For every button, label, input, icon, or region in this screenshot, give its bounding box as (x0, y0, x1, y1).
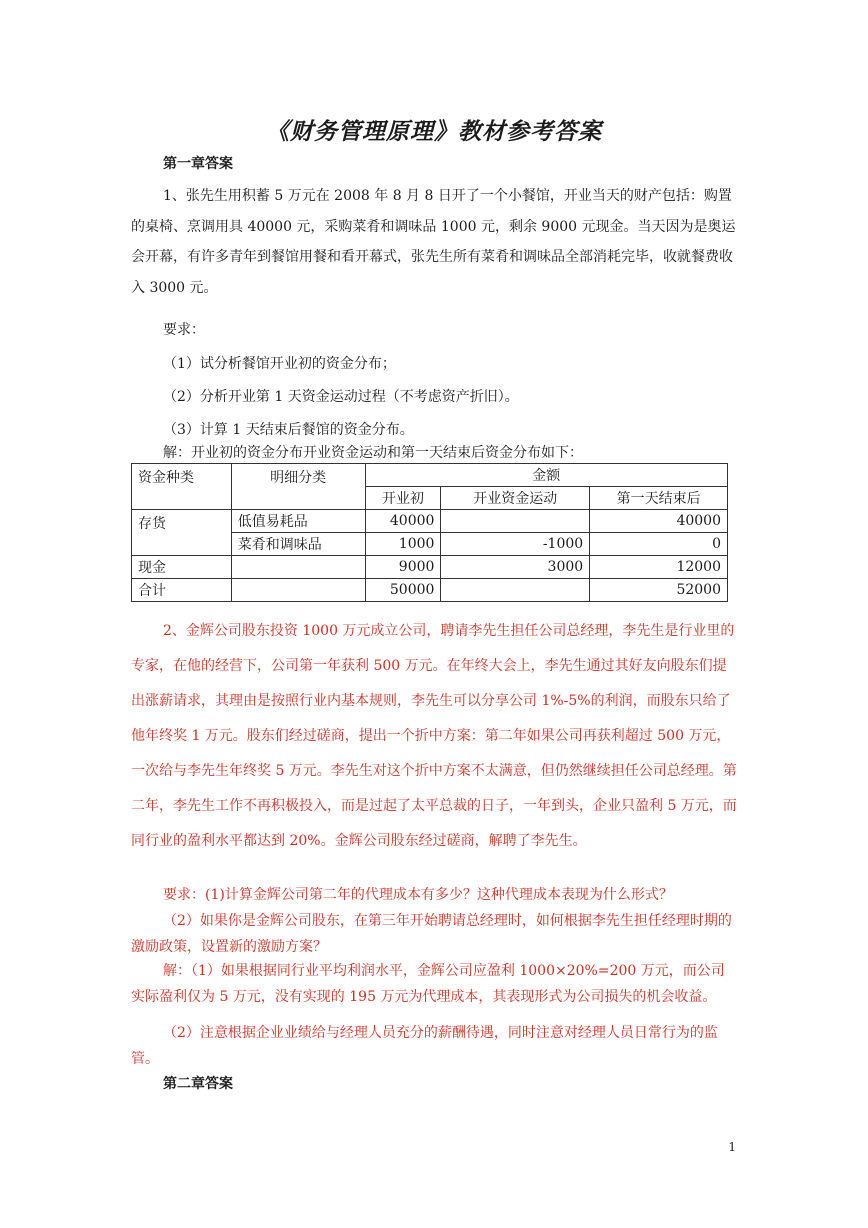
cell-food-open: 1000 (365, 533, 441, 556)
cell-inventory: 存货 (132, 510, 232, 556)
header-amount: 金额 (365, 464, 728, 487)
header-fund-type: 资金种类 (132, 464, 232, 510)
chapter-2-heading: 第二章答案 (163, 1076, 233, 1092)
question-1-requirement-3: （3）计算 1 天结束后餐馆的资金分布。 (163, 422, 414, 438)
cell-food-end: 0 (590, 533, 728, 556)
question-1-requirement-label: 要求： (163, 322, 205, 338)
cell-cash-detail (231, 556, 365, 579)
question-2-solution-2: （2）注意根据企业业绩给与经理人员充分的薪酬待遇，同时注意对经理人员日常行为的监管。 (131, 1025, 718, 1067)
cell-low-end: 40000 (590, 510, 728, 533)
cell-total-move (441, 579, 590, 602)
header-detail: 明细分类 (231, 464, 365, 510)
cell-total-open: 50000 (365, 579, 441, 602)
question-2-text: 2、金辉公司股东投资 1000 万元成立公司，聘请李先生担任公司总经理，李先生是行业里的专家，在他的经营下，公司第一年获利 500 万元。在年终大会上，李先生通过其好友向股东们提出涨薪请求，其理由是按照行业内基本规则，李先生可以分享公司 1%-5%的利润，而股东只给了他年终奖 1 万元。股东们经过磋商，提出一个折中方案：第二年如果公司再获利超过 500 万元，一次给与李先生年终奖 5 万元。李先生对这个折中方案不太满意，但仍然继续担任公司总经理。第二年，李先生工作不再积极投入，而是过起了太平总裁的日子，一年到头，企业只盈利 5 万元，而同行业的盈利水平都达到 20%。金辉公司股东经过磋商，解聘了李先生。 (131, 623, 737, 849)
cell-total-detail (231, 579, 365, 602)
cell-cash-move: 3000 (441, 556, 590, 579)
fund-distribution-table (131, 463, 728, 602)
header-movement: 开业资金运动 (441, 487, 590, 510)
question-2-solution-1: 解：（1）如果根据同行业平均利润水平，金辉公司应盈利 1000×20%=200 万元，而公司实际盈利仅为 5 万元，没有实现的 195 万元为代理成本，其表现形式为公司损失的机会收益。 (131, 963, 725, 1005)
cell-total: 合计 (132, 579, 232, 602)
chapter-1-heading: 第一章答案 (163, 156, 233, 172)
question-1-requirement-2: （2）分析开业第 1 天资金运动过程（不考虑资产折旧）。 (163, 389, 519, 405)
question-1-text: 1、张先生用积蓄 5 万元在 2008 年 8 月 8 日开了一个小餐馆，开业当天的财产包括：购置的桌椅、烹调用具 40000 元，采购菜肴和调味品 1000 元，剩余 9000 元现金。当天因为是奥运会开幕，有许多青年到餐馆用餐和看开幕式，张先生所有菜肴和调味品全部消耗完毕，收就餐费收入 3000 元。 (131, 188, 736, 296)
cell-low-value: 低值易耗品 (231, 510, 365, 533)
header-opening: 开业初 (365, 487, 441, 510)
cell-food-move: -1000 (441, 533, 590, 556)
question-2-requirement-2: （2）如果你是金辉公司股东，在第三年开始聘请总经理时，如何根据李先生担任经理时期的激励政策，设置新的激励方案？ (131, 913, 732, 955)
header-day-end: 第一天结束后 (590, 487, 728, 510)
cell-cash-open: 9000 (365, 556, 441, 579)
cell-total-end: 52000 (590, 579, 728, 602)
cell-low-open: 40000 (365, 510, 441, 533)
cell-cash: 现金 (132, 556, 232, 579)
table-row (132, 579, 728, 602)
question-1-requirement-1: （1）试分析餐馆开业初的资金分布； (163, 356, 396, 372)
table-row (132, 464, 728, 487)
cell-low-move (441, 510, 590, 533)
page-number: 1 (728, 1140, 736, 1154)
question-2-requirement-1: 要求：(1)计算金辉公司第二年的代理成本有多少？这种代理成本表现为什么形式？ (163, 887, 673, 903)
table-row (132, 556, 728, 579)
question-1-solution-intro: 解：开业初的资金分布开业资金运动和第一天结束后资金分布如下： (163, 445, 583, 461)
table-row (132, 510, 728, 533)
cell-cash-end: 12000 (590, 556, 728, 579)
document-title: 《财务管理原理》教材参考答案 (266, 118, 602, 145)
cell-food: 菜肴和调味品 (231, 533, 365, 556)
